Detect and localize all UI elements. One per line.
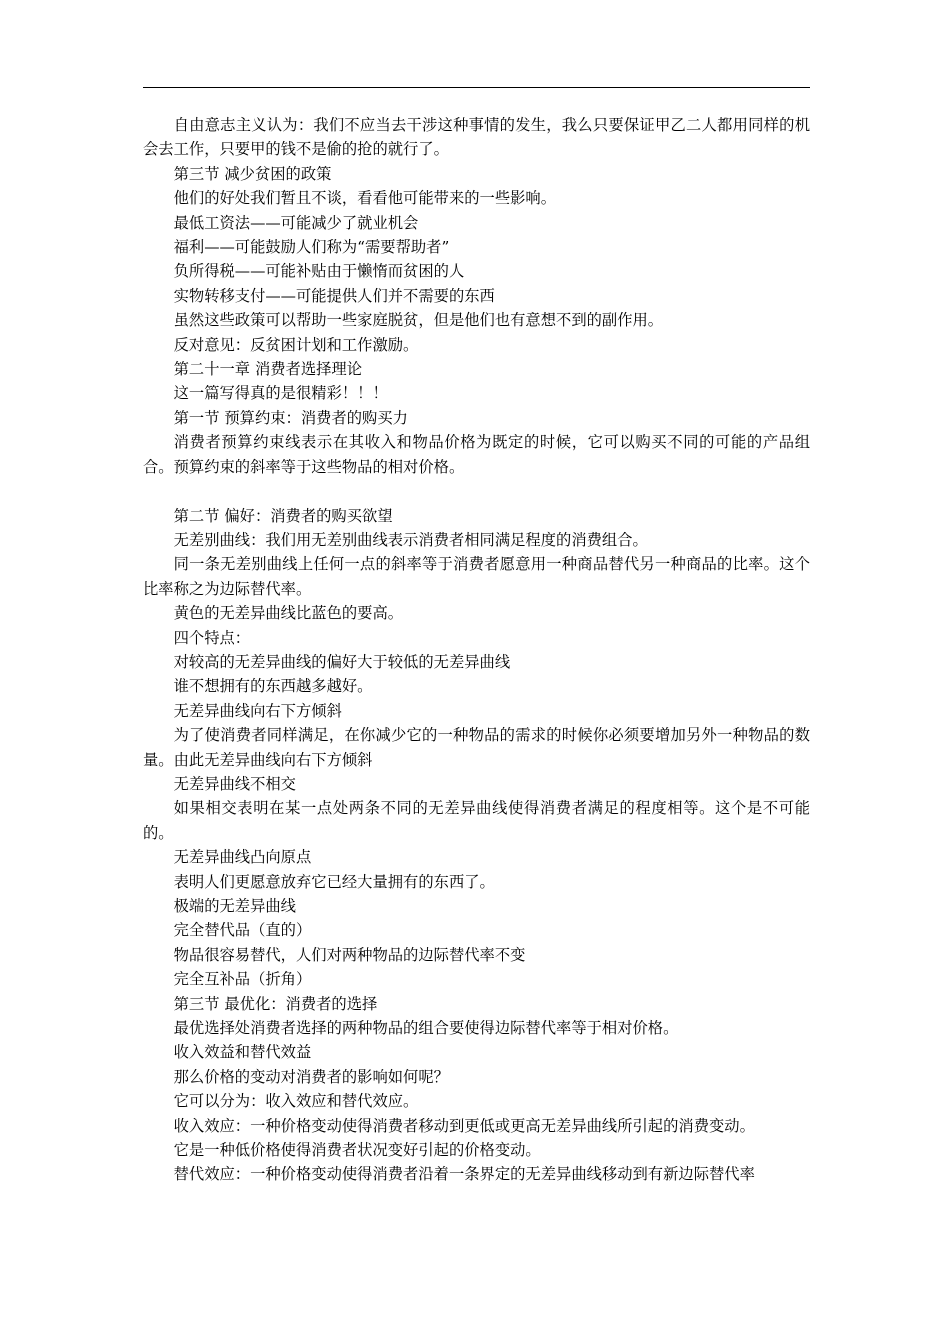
chapter-heading: 第二十一章 消费者选择理论	[173, 360, 363, 379]
section-heading: 第二节 偏好：消费者的购买欲望	[173, 506, 393, 525]
paragraph: 消费者预算约束线表示在其收入和物品价格为既定的时候，它可以购买不同的可能的产品组合。预算约束的斜率等于这些物品的相对价格。	[143, 433, 810, 476]
list-item: 完全互补品（折角）	[173, 970, 312, 989]
paragraph: 它是一种低价格使得消费者状况变好引起的价格变动。	[173, 1141, 541, 1160]
paragraph: 为了使消费者同样满足，在你减少它的一种物品的需求的时候你必须要增加另外一种物品的数量。由此无差异曲线向右下方倾斜	[143, 726, 810, 769]
paragraph: 它可以分为：收入效应和替代效应。	[173, 1092, 419, 1111]
paragraph: 这一篇写得真的是很精彩！！！	[173, 384, 388, 403]
paragraph: 反对意见：反贫困计划和工作激励。	[173, 335, 419, 354]
paragraph: 如果相交表明在某一点处两条不同的无差异曲线使得消费者满足的程度相等。这个是不可能的。	[143, 799, 810, 842]
list-item: 最低工资法——可能减少了就业机会	[173, 213, 419, 232]
paragraph: 极端的无差异曲线	[173, 897, 296, 915]
paragraph: 无差别曲线：我们用无差别曲线表示消费者相同满足程度的消费组合。	[173, 530, 648, 549]
paragraph: 表明人们更愿意放弃它已经大量拥有的东西了。	[173, 872, 495, 891]
list-item: 无差异曲线不相交	[173, 774, 296, 793]
paragraph: 自由意志主义认为：我们不应当去干涉这种事情的发生，我么只要保证甲乙二人都用同样的机会去工作，只要甲的钱不是偷的抢的就行了。	[143, 116, 810, 159]
header-rule	[143, 87, 810, 88]
paragraph: 他们的好处我们暂且不谈，看看他可能带来的一些影响。	[173, 189, 557, 208]
list-item: 无差异曲线凸向原点	[173, 848, 312, 867]
paragraph: 黄色的无差异曲线比蓝色的要高。	[173, 604, 404, 623]
document-body	[143, 113, 810, 1187]
paragraph: 谁不想拥有的东西越多越好。	[173, 677, 373, 696]
section-heading: 第三节 最优化：消费者的选择	[173, 994, 378, 1013]
empty-paragraph	[143, 479, 810, 503]
list-item: 完全替代品（直的）	[173, 921, 312, 940]
list-item: 对较高的无差异曲线的偏好大于较低的无差异曲线	[173, 652, 511, 671]
list-item: 无差异曲线向右下方倾斜	[173, 701, 342, 720]
section-heading: 第一节 预算约束：消费者的购买力	[173, 408, 408, 427]
list-item: 负所得税——可能补贴由于懒惰而贫困的人	[173, 262, 465, 281]
paragraph: 收入效益和替代效益	[173, 1043, 312, 1062]
paragraph: 替代效应：一种价格变动使得消费者沿着一条界定的无差异曲线移动到有新边际替代率	[173, 1165, 755, 1184]
list-item: 实物转移支付——可能提供人们并不需要的东西	[173, 286, 495, 305]
list-item: 福利——可能鼓励人们称为“需要帮助者”	[173, 238, 450, 257]
paragraph: 四个特点：	[173, 628, 251, 647]
section-heading: 第三节 减少贫困的政策	[173, 164, 332, 183]
paragraph: 同一条无差别曲线上任何一点的斜率等于消费者愿意用一种商品替代另一种商品的比率。这个比率称之为边际替代率。	[143, 555, 810, 598]
paragraph: 虽然这些政策可以帮助一些家庭脱贫，但是他们也有意想不到的副作用。	[173, 311, 664, 330]
paragraph: 物品很容易替代，人们对两种物品的边际替代率不变	[173, 945, 526, 964]
paragraph: 最优选择处消费者选择的两种物品的组合要使得边际替代率等于相对价格。	[173, 1019, 679, 1038]
paragraph: 收入效应：一种价格变动使得消费者移动到更低或更高无差异曲线所引起的消费变动。	[173, 1116, 755, 1135]
paragraph: 那么价格的变动对消费者的影响如何呢？	[173, 1067, 449, 1086]
